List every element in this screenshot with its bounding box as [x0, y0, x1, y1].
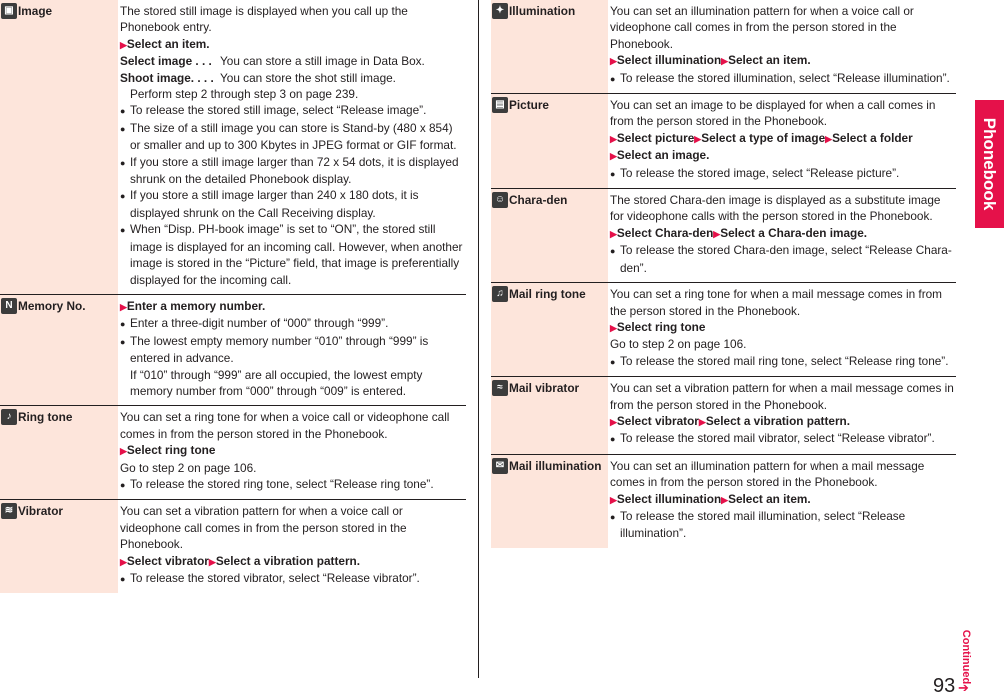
- operation-step: [610, 130, 956, 147]
- setting-heading: [0, 295, 118, 405]
- operation-step: [120, 36, 466, 53]
- setting-title: Chara-den: [509, 193, 568, 208]
- operation-step: [610, 52, 956, 69]
- setting-heading: [491, 377, 608, 454]
- setting-heading: [0, 0, 118, 294]
- section-tab-label: Phonebook: [980, 117, 999, 211]
- step-text: Select an image.: [616, 148, 710, 163]
- paragraph: You can set a vibration pattern for when a mail message comes in from the person stored in the Phonebook.: [610, 381, 954, 412]
- setting-row: [491, 282, 956, 376]
- step-arrow-icon: ▶: [120, 446, 127, 457]
- note-continuation: If “010” through “999” are all occupied, the lowest empty memory number from “000” through “009” is entered.: [130, 367, 423, 398]
- bullet-text: To release the stored illumination, select “Release illumination”.: [620, 70, 950, 85]
- step-arrow-icon: ▶: [694, 133, 702, 144]
- setting-row: [0, 405, 466, 499]
- paragraph: Go to step 2 on page 106.: [120, 460, 257, 475]
- bullet-text: To release the stored still image, select “Release image”.: [130, 103, 427, 118]
- setting-row: [491, 376, 956, 454]
- mail-illumination-icon: ✉: [492, 458, 508, 474]
- bullet-note: [610, 353, 956, 370]
- setting-description: [118, 500, 466, 593]
- step-arrow-icon: ▶: [120, 556, 127, 567]
- bullet-icon: ●: [120, 157, 126, 168]
- step-arrow-icon: ▶: [610, 322, 617, 333]
- setting-description: [608, 377, 956, 454]
- bullet-note: [120, 570, 466, 587]
- bullet-icon: ●: [120, 106, 126, 117]
- bullet-note: [120, 221, 466, 288]
- bullet-text: To release the stored vibrator, select “Release vibrator”.: [130, 571, 420, 585]
- paragraph: You can set a ring tone for when a mail message comes in from the person stored in the Phonebook.: [610, 287, 943, 318]
- setting-heading: [0, 406, 118, 499]
- option-label: Shoot image. . . .: [120, 70, 214, 85]
- mail-vibrator-icon: ≈: [492, 380, 508, 396]
- bullet-text: To release the stored mail illumination, select “Release illumination”.: [620, 508, 906, 541]
- operation-step: [120, 298, 466, 315]
- setting-heading: [491, 455, 608, 548]
- step-text: Select a Chara-den image.: [720, 225, 868, 240]
- column-divider: [478, 0, 479, 678]
- step-arrow-icon: ▶: [610, 56, 617, 67]
- bullet-icon: ●: [120, 319, 126, 330]
- setting-title: Memory No.: [18, 298, 86, 313]
- setting-description: [608, 283, 956, 376]
- operation-step: [610, 319, 956, 336]
- bullet-text: To release the stored image, select “Release picture”.: [620, 165, 900, 180]
- setting-description: [118, 406, 466, 499]
- setting-heading: [491, 94, 608, 188]
- setting-title: Vibrator: [18, 504, 64, 519]
- chara-den-icon: ☺: [492, 192, 508, 208]
- bullet-note: [610, 508, 956, 542]
- right-column: [491, 0, 956, 548]
- bullet-text: Enter a three-digit number of “000” through “999”.: [130, 316, 389, 331]
- setting-row: [0, 499, 466, 593]
- bullet-text: When “Disp. PH-book image” is set to “ON”, the stored still image is displayed for an incoming call. However, when another image is stored in the “Picture” field, that image is preferentially displayed for the incoming call.: [130, 222, 463, 287]
- operation-step: [120, 553, 466, 570]
- setting-description: [118, 0, 466, 294]
- bullet-text: To release the stored mail vibrator, select “Release vibrator”.: [620, 431, 935, 446]
- paragraph: You can set an image to be displayed for when a call comes in from the person stored in the Phonebook.: [610, 98, 936, 129]
- option-line: [120, 53, 466, 69]
- bullet-icon: ●: [120, 479, 126, 490]
- setting-title: Picture: [509, 98, 549, 113]
- paragraph: You can set a vibration pattern for when a voice call or videophone call comes in from the person stored in the Phonebook.: [120, 504, 407, 552]
- step-arrow-icon: ▶: [713, 228, 721, 239]
- bullet-icon: ●: [610, 356, 616, 367]
- setting-heading: [491, 189, 608, 282]
- bullet-text: The lowest empty memory number “010” through “999” is entered in advance.: [130, 333, 429, 366]
- operation-step: [610, 413, 956, 430]
- paragraph: You can set an illumination pattern for when a mail message comes in from the person stored in the Phonebook.: [610, 458, 925, 490]
- bullet-icon: ●: [120, 123, 126, 134]
- bullet-note: [120, 120, 466, 154]
- operation-step: [610, 147, 956, 164]
- setting-title: Mail ring tone: [509, 287, 586, 302]
- image-icon: ▣: [1, 3, 17, 19]
- bullet-text: If you store a still image larger than 72 x 54 dots, it is displayed shrunk on the detailed Phonebook display.: [130, 154, 459, 187]
- step-arrow-icon: ▶: [825, 133, 833, 144]
- picture-icon: ▤: [492, 97, 508, 113]
- step-text: Select an item.: [126, 36, 210, 51]
- memory-no-icon: N: [1, 298, 17, 314]
- bullet-icon: ●: [120, 336, 126, 347]
- setting-row: [491, 0, 956, 93]
- step-text: Select an item.: [728, 491, 811, 506]
- operation-step: [120, 442, 466, 459]
- step-text: Select ring tone: [126, 443, 216, 458]
- step-text: Select illumination: [616, 491, 722, 506]
- step-text: Select a vibration pattern.: [215, 553, 361, 568]
- setting-row: [491, 454, 956, 548]
- step-text: Select a folder: [832, 130, 913, 145]
- left-column: [0, 0, 466, 593]
- setting-heading: [0, 500, 118, 593]
- setting-description: [608, 94, 956, 188]
- bullet-text: To release the stored Chara-den image, select “Release Chara-den”.: [620, 243, 952, 275]
- bullet-text: The size of a still image you can store is Stand-by (480 x 854) or smaller and up to 300 Kbytes in JPEG format or GIF format.: [130, 120, 457, 153]
- step-arrow-icon: ▶: [610, 133, 617, 144]
- setting-row: [0, 0, 466, 294]
- bullet-note: [120, 333, 466, 367]
- setting-description: [118, 295, 466, 405]
- setting-title: Illumination: [509, 4, 576, 18]
- step-arrow-icon: ▶: [610, 494, 617, 505]
- setting-description: [608, 455, 956, 548]
- bullet-text: To release the stored mail ring tone, select “Release ring tone”.: [620, 353, 949, 368]
- operation-step: [610, 225, 956, 242]
- setting-row: [491, 188, 956, 282]
- setting-row: [0, 294, 466, 405]
- note-continuation: Perform step 2 through step 3 on page 239.: [130, 87, 359, 102]
- bullet-note: [120, 187, 466, 221]
- bullet-icon: ●: [120, 191, 126, 202]
- bullet-icon: ●: [610, 73, 616, 84]
- bullet-text: To release the stored ring tone, select “Release ring tone”.: [130, 476, 434, 491]
- step-arrow-icon: ▶: [120, 301, 127, 312]
- bullet-icon: ●: [610, 511, 616, 522]
- bullet-note: [120, 154, 466, 188]
- bullet-icon: ●: [610, 434, 616, 445]
- bullet-note: [120, 476, 466, 493]
- paragraph: You can set an illumination pattern for when a voice call or videophone call comes in from the person stored in the Phonebook.: [610, 4, 914, 51]
- setting-row: [491, 93, 956, 188]
- vibrator-icon: ≋: [1, 503, 17, 519]
- step-arrow-icon: ▶: [721, 494, 729, 505]
- step-text: Select a vibration pattern.: [705, 413, 851, 428]
- paragraph: The stored Chara-den image is displayed as a substitute image for videophone calls with the person stored in the Phonebook.: [610, 193, 941, 224]
- step-arrow-icon: ▶: [610, 416, 617, 427]
- step-text: Select Chara-den: [616, 225, 714, 240]
- step-text: Select vibrator: [616, 413, 699, 428]
- paragraph: The stored still image is displayed when you call up the Phonebook entry.: [120, 4, 408, 35]
- step-text: Enter a memory number.: [126, 298, 266, 313]
- paragraph: Go to step 2 on page 106.: [610, 337, 747, 352]
- continued-label: Continued: [960, 629, 972, 685]
- step-text: Select ring tone: [616, 319, 706, 334]
- setting-heading: [491, 0, 608, 93]
- mail-ring-tone-icon: ♫: [492, 286, 508, 302]
- option-label: Select image . . .: [120, 54, 212, 69]
- step-arrow-icon: ▶: [721, 56, 729, 67]
- bullet-note: [610, 70, 956, 87]
- step-text: Select a type of image: [701, 130, 826, 145]
- bullet-note: [610, 430, 956, 447]
- bullet-note: [120, 315, 466, 332]
- bullet-note: [610, 165, 956, 182]
- setting-title: Ring tone: [18, 410, 73, 425]
- bullet-icon: ●: [120, 574, 126, 584]
- step-arrow-icon: ▶: [610, 151, 617, 162]
- setting-description: [608, 189, 956, 282]
- continued-arrow-icon: ➔: [958, 680, 969, 695]
- step-arrow-icon: ▶: [120, 39, 127, 50]
- step-text: Select vibrator: [126, 553, 209, 568]
- bullet-icon: ●: [120, 225, 126, 236]
- option-text: You can store the shot still image.: [220, 70, 396, 85]
- step-arrow-icon: ▶: [208, 556, 216, 567]
- paragraph: You can set a ring tone for when a voice call or videophone call comes in from the person stored in the Phonebook.: [120, 410, 450, 441]
- step-text: Select illumination: [616, 53, 722, 68]
- ring-tone-icon: ♪: [1, 409, 17, 425]
- page-number: 93: [933, 675, 956, 697]
- option-line: [120, 70, 466, 86]
- bullet-icon: ●: [610, 168, 616, 179]
- step-arrow-icon: ▶: [610, 228, 617, 239]
- option-text: You can store a still image in Data Box.: [220, 54, 425, 69]
- setting-title: Mail illumination: [509, 458, 602, 473]
- bullet-text: If you store a still image larger than 240 x 180 dots, it is displayed shrunk on the Call Receiving display.: [130, 188, 419, 220]
- setting-title: Image: [18, 4, 53, 18]
- setting-description: [608, 0, 956, 93]
- step-arrow-icon: ▶: [698, 416, 706, 427]
- step-text: Select an item.: [728, 53, 811, 68]
- step-text: Select picture: [616, 130, 695, 145]
- operation-step: [610, 491, 956, 508]
- bullet-icon: ●: [610, 246, 616, 257]
- bullet-note: [120, 102, 466, 119]
- setting-heading: [491, 283, 608, 376]
- illumination-icon: ✦: [492, 3, 508, 19]
- setting-title: Mail vibrator: [509, 381, 580, 396]
- bullet-note: [610, 242, 956, 276]
